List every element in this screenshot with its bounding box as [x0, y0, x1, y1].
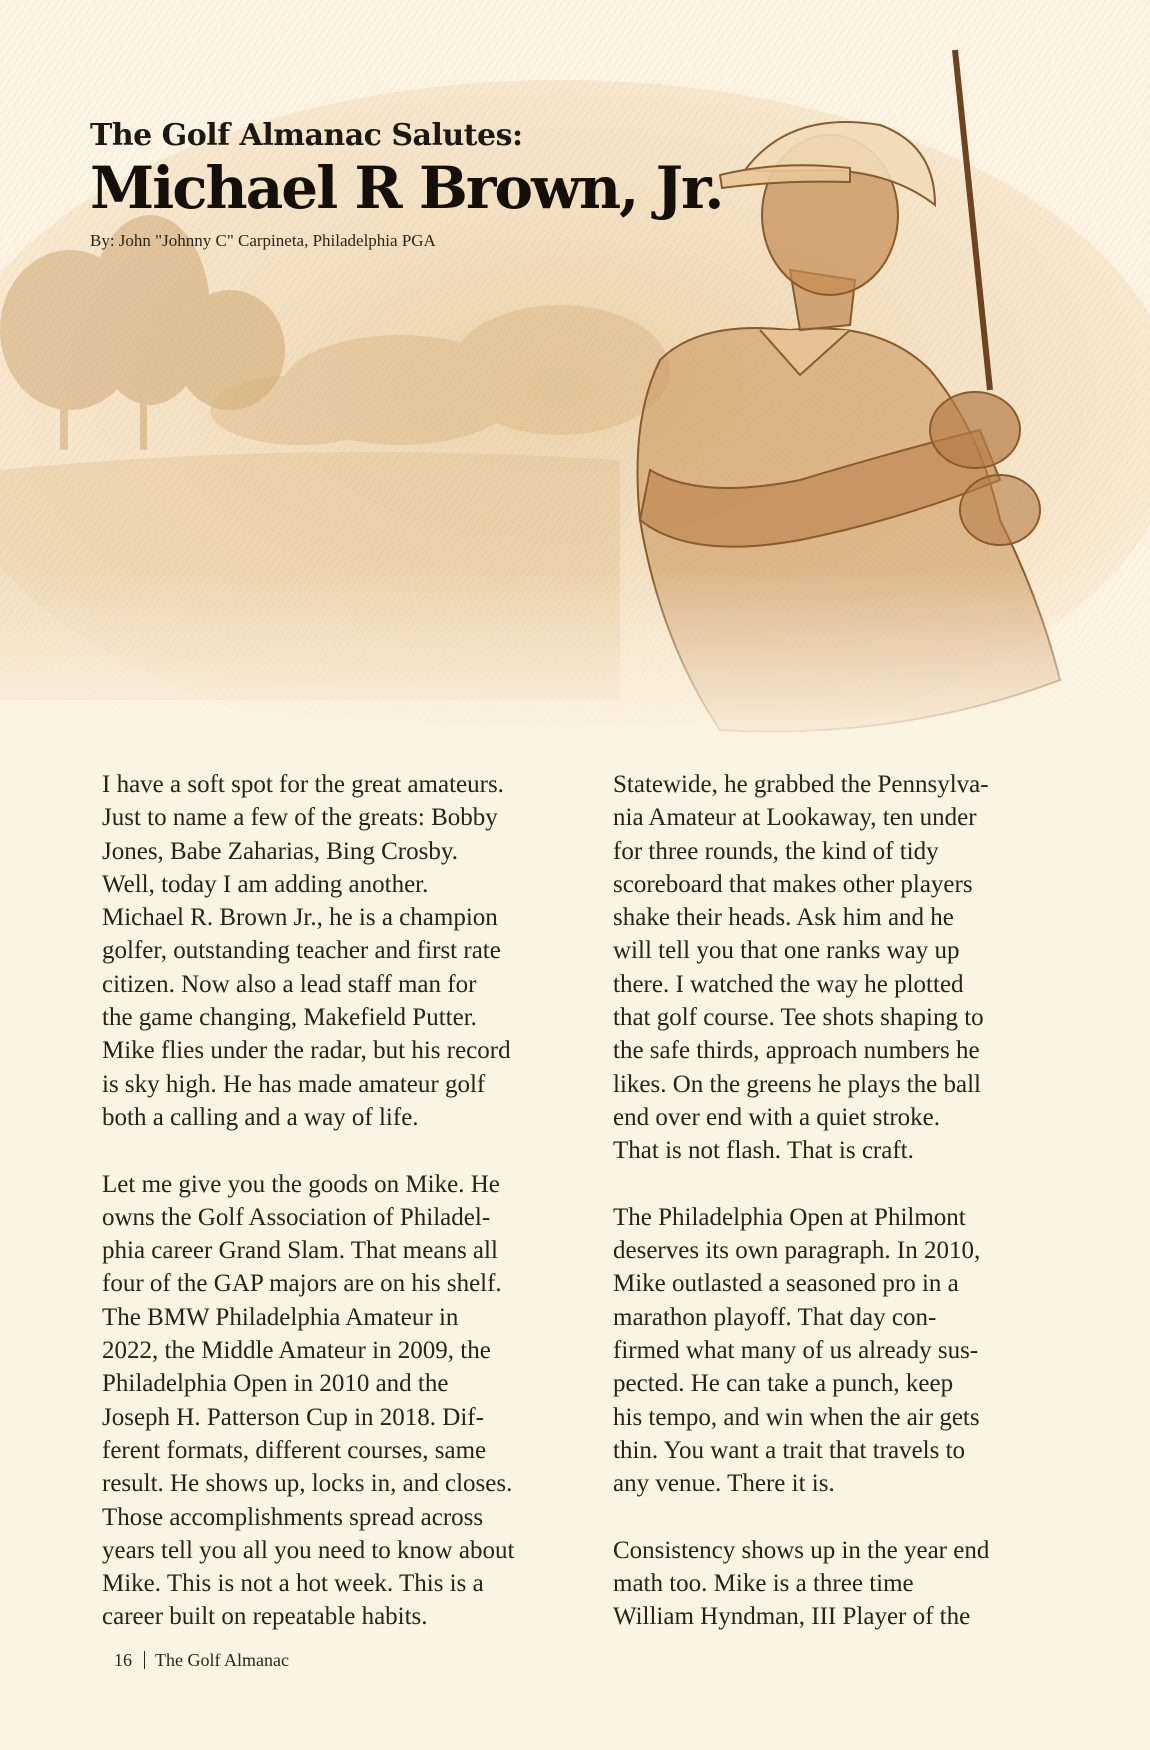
text-line: Those accomplishments spread across	[102, 1503, 484, 1531]
text-line: likes. On the greens he plays the ball	[613, 1070, 981, 1098]
text-line: Just to name a few of the greats: Bobby	[102, 804, 498, 832]
article-title: Michael R Brown, Jr.	[90, 154, 723, 222]
text-line: will tell you that one ranks way up	[613, 937, 960, 965]
page-footer	[114, 1650, 289, 1671]
text-line: William Hyndman, III Player of the	[613, 1603, 971, 1631]
text-line: Mike flies under the radar, but his record	[102, 1037, 511, 1065]
publication-name: The Golf Almanac	[155, 1650, 289, 1670]
text-line: thin. You want a trait that travels to	[613, 1436, 966, 1464]
text-line: Statewide, he grabbed the Pennsylva-	[613, 771, 989, 798]
text-line: Michael R. Brown Jr., he is a champion	[102, 904, 498, 932]
text-line: Jones, Babe Zaharias, Bing Crosby.	[102, 837, 458, 865]
text-line: 2022, the Middle Amateur in 2009, the	[102, 1337, 491, 1365]
text-line: I have a soft spot for the great amateurs.	[102, 771, 504, 798]
text-line: deserves its own paragraph. In 2010,	[613, 1237, 981, 1265]
right-text-column	[613, 768, 1088, 1634]
text-line: marathon playoff. That day con-	[613, 1303, 937, 1331]
text-line: phia career Grand Slam. That means all	[102, 1237, 498, 1265]
text-line: pected. He can take a punch, keep	[613, 1370, 954, 1398]
text-line: four of the GAP majors are on his shelf.	[102, 1270, 502, 1298]
text-line: both a calling and a way of life.	[102, 1103, 419, 1131]
paragraph	[102, 1168, 577, 1634]
paragraph	[102, 768, 577, 1134]
text-line: years tell you all you need to know about	[102, 1536, 515, 1564]
text-line: scoreboard that makes other players	[613, 870, 973, 898]
left-text-column	[102, 768, 577, 1634]
paragraph	[613, 1201, 1088, 1501]
text-line: The BMW Philadelphia Amateur in	[102, 1303, 459, 1331]
text-line: the safe thirds, approach numbers he	[613, 1037, 980, 1065]
text-line: owns the Golf Association of Philadel-	[102, 1203, 491, 1231]
text-line: Consistency shows up in the year end	[613, 1536, 990, 1564]
text-line: nia Amateur at Lookaway, ten under	[613, 804, 977, 832]
text-line: for three rounds, the kind of tidy	[613, 837, 939, 865]
article-kicker: The Golf Almanac Salutes:	[90, 118, 523, 153]
text-line: end over end with a quiet stroke.	[613, 1103, 940, 1131]
text-line: there. I watched the way he plotted	[613, 970, 964, 998]
article-byline: By: John "Johnny C" Carpineta, Philadelphia PGA	[90, 231, 436, 250]
text-line: Joseph H. Patterson Cup in 2018. Dif-	[102, 1403, 484, 1431]
text-line: is sky high. He has made amateur golf	[102, 1070, 486, 1098]
paragraph	[613, 768, 1088, 1168]
text-line: Mike. This is not a hot week. This is a	[102, 1570, 484, 1598]
text-line: golfer, outstanding teacher and first rate	[102, 937, 501, 965]
text-line: math too. Mike is a three time	[613, 1570, 914, 1598]
text-line: his tempo, and win when the air gets	[613, 1403, 980, 1431]
text-line: The Philadelphia Open at Philmont	[613, 1203, 966, 1231]
text-line: Well, today I am adding another.	[102, 870, 429, 898]
text-line: shake their heads. Ask him and he	[613, 904, 954, 932]
golfer-sketch-illustration	[0, 0, 1150, 760]
article-header	[90, 118, 722, 251]
page-number: 16	[114, 1650, 132, 1670]
text-line: any venue. There it is.	[613, 1470, 835, 1498]
text-line: citizen. Now also a lead staff man for	[102, 970, 477, 998]
text-line: firmed what many of us already sus-	[613, 1337, 979, 1365]
text-line: that golf course. Tee shots shaping to	[613, 1004, 984, 1032]
text-line: result. He shows up, locks in, and closes.	[102, 1470, 513, 1498]
text-line: ferent formats, different courses, same	[102, 1436, 487, 1464]
paragraph	[613, 1534, 1088, 1634]
text-line: Philadelphia Open in 2010 and the	[102, 1370, 449, 1398]
text-line: career built on repeatable habits.	[102, 1603, 428, 1631]
footer-divider	[144, 1651, 145, 1669]
text-line: Let me give you the goods on Mike. He	[102, 1170, 500, 1198]
text-line: Mike outlasted a seasoned pro in a	[613, 1270, 959, 1298]
text-line: the game changing, Makefield Putter.	[102, 1004, 477, 1032]
text-line: That is not flash. That is craft.	[613, 1137, 914, 1165]
